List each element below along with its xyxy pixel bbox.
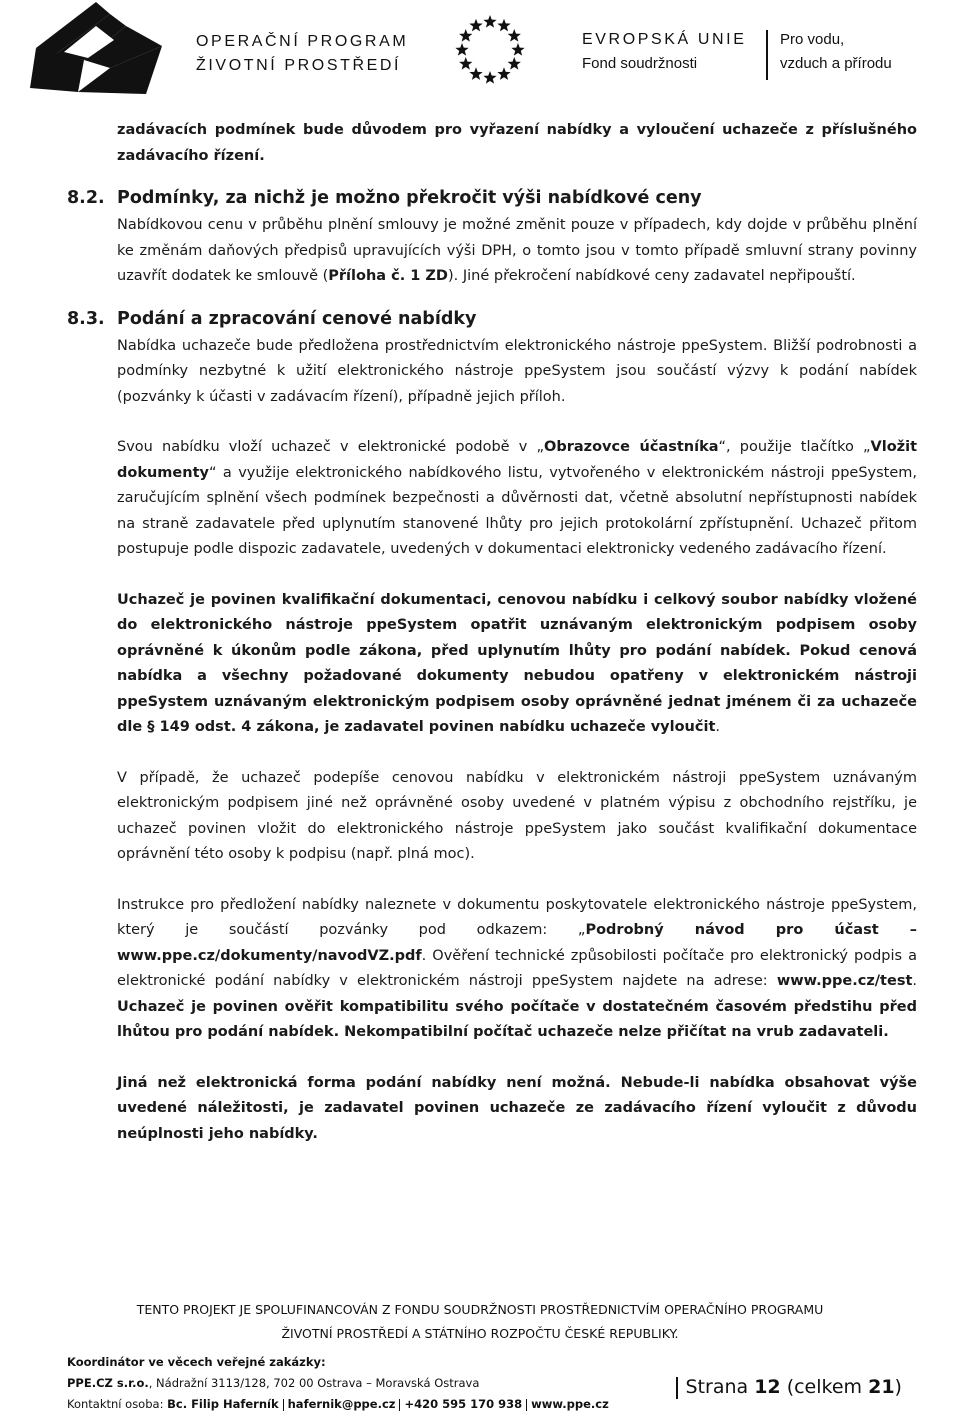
eu-star bbox=[508, 29, 521, 42]
section-title: Podání a zpracování cenové nabídky bbox=[117, 308, 477, 329]
text-run: . bbox=[715, 719, 720, 735]
coordinator-block bbox=[67, 1352, 609, 1415]
section-number: 8.3. bbox=[67, 308, 105, 329]
section-title: Podmínky, za nichž je možno překročit výši nabídkové ceny bbox=[117, 188, 702, 208]
attachment-reference: Příloha č. 1 ZD bbox=[328, 268, 448, 284]
eu-fund: Fond soudržnosti bbox=[582, 55, 698, 72]
text-run: Uchazeč je povinen kvalifikační dokumentaci, cenovou nabídku i celkový soubor nabídky vložené do elektronického nástroje ppeSystem opatřit uznávaným elektronickým podpisem osoby oprávněné k úkonům podle zákona, před uplynutím lhůty pro podání nabídek. Pokud cenová nabídka a všechny požadované dokumenty nebudou opatřeny v elektronickém nástroji ppeSystem uznávaným elektronickým podpisem osoby oprávněné jednat jménem či za uchazeče dle § 149 odst. 4 zákona, je zadavatel povinen nabídku uchazeče vyloučit bbox=[117, 591, 917, 735]
participant-screen-label: Obrazovce účastníka bbox=[544, 439, 719, 455]
funding-line1: TENTO PROJEKT JE SPOLUFINANCOVÁN Z FONDU SOUDRŽNOSTI PROSTŘEDNICTVÍM OPERAČNÍHO PROGRAMU bbox=[136, 1302, 824, 1317]
text-run: “, použije tlačítko „ bbox=[718, 439, 871, 455]
instructions-paragraph bbox=[117, 893, 917, 1046]
text-run: Nabídkovou cenu v průběhu plnění smlouvy je možné změnit pouze v případech, kdy dojde v průběhu plnění ke změnám daňových předpisů upravujících výši DPH, o tomto jsou v tomto případě smluvní strany povinny uzavřít dodatek ke smlouvě ( bbox=[117, 217, 917, 284]
section-number: 8.2. bbox=[67, 188, 105, 208]
page-total-suffix: ) bbox=[894, 1376, 902, 1398]
contact-line bbox=[67, 1394, 609, 1415]
page-total: 21 bbox=[868, 1376, 895, 1398]
eu-star bbox=[483, 71, 496, 84]
contact-label: Kontaktní osoba: bbox=[67, 1397, 168, 1411]
coordinator-label: Koordinátor ve věcech veřejné zakázky: bbox=[67, 1355, 326, 1369]
compatibility-note: Uchazeč je povinen ověřit kompatibilitu svého počítače v dostatečném časovém předstihu před lhůtou pro podání nabídek. Nekompatibilní počítač uchazeče nelze přičítat na vrub zadavateli. bbox=[117, 998, 917, 1040]
signature-requirement-paragraph bbox=[117, 588, 917, 741]
submission-paragraph bbox=[117, 435, 917, 563]
text-run: ). Jiné překročení nabídkové ceny zadavatel nepřipouští. bbox=[447, 268, 856, 284]
opzp-title bbox=[196, 30, 408, 78]
eu-star bbox=[469, 67, 482, 80]
text-run: Instrukce pro předložení nabídky naleznete v dokumentu poskytovatele elektronického nástroje ppeSystem, který je součástí pozvánky pod odkazem: „ bbox=[117, 896, 917, 938]
section-8-3-paragraph-1: Nabídka uchazeče bude předložena prostřednictvím elektronického nástroje ppeSystem. Bližší podrobnosti a podmínky nezbytné k užití elektronického nástroje ppeSystem jsou součástí výzvy k podání nabídek (pozvánky k účasti v zadávacím řízení), případně jejich příloh. bbox=[117, 337, 917, 405]
company-address: , Nádražní 3113/128, 702 00 Ostrava – Moravská Ostrava bbox=[148, 1376, 480, 1390]
opzp-line1: OPERAČNÍ PROGRAM bbox=[196, 33, 409, 50]
eu-star bbox=[459, 29, 472, 42]
eu-star bbox=[508, 57, 521, 70]
eu-star bbox=[511, 43, 524, 56]
section-8-3-heading bbox=[67, 304, 917, 334]
slogan bbox=[780, 28, 892, 76]
opzp-line2: ŽIVOTNÍ PROSTŘEDÍ bbox=[196, 57, 402, 74]
page-label: Strana bbox=[685, 1376, 755, 1398]
project-funding-note bbox=[0, 1298, 960, 1346]
guide-link[interactable]: Podrobný návod pro účast – www.ppe.cz/dokumenty/navodVZ.pdf bbox=[117, 922, 917, 964]
text-run: “ a využije elektronického nabídkového listu, vytvořeného v elektronickém nástroji ppeSystem, zaručujícím splnění všech podmínek bezpečnosti a důvěrnosti dat, včetně absolutní nepřístupnosti nabídek na straně zadavatele před uplynutím stanovené lhůty pro jejich protokolární zpřístupnění. Uchazeč přitom postupuje podle dispozic zadavatele, uvedených v dokumentaci elektronicky vedeného zadávacího řízení. bbox=[117, 464, 917, 557]
contact-phone: +420 595 170 938 bbox=[404, 1397, 523, 1411]
contact-name: Bc. Filip Haferník bbox=[167, 1397, 279, 1411]
test-link[interactable]: www.ppe.cz/test bbox=[776, 973, 913, 989]
intro-paragraph: zadávacích podmínek bude důvodem pro vyřazení nabídky a vyloučení uchazeče z příslušného zadávacího řízení. bbox=[117, 122, 917, 164]
page-counter bbox=[668, 1376, 902, 1399]
section-8-2-paragraph bbox=[117, 213, 917, 290]
unauthorized-signature-paragraph: V případě, že uchazeč podepíše cenovou nabídku v elektronickém nástroji ppeSystem uznávaným elektronickým podpisem jiné než oprávněné osoby uvedené v platném výpisu z obchodního rejstříku, je uchazeč povinen vložit do elektronického nástroje ppeSystem jako součást kvalifikační dokumentace oprávnění této osoby k podpisu (např. plná moc). bbox=[117, 769, 917, 862]
text-run: Svou nabídku vloží uchazeč v elektronické podobě v „ bbox=[117, 439, 544, 455]
page-total-prefix: (celkem bbox=[780, 1376, 869, 1398]
funding-line2: ŽIVOTNÍ PROSTŘEDÍ A STÁTNÍHO ROZPOČTU ČESKÉ REPUBLIKY. bbox=[281, 1326, 679, 1341]
upload-button-label: Vložit dokumenty bbox=[117, 439, 917, 481]
text-run: . bbox=[912, 973, 917, 989]
slogan-line2: vzduch a přírodu bbox=[780, 55, 892, 72]
electronic-only-paragraph: Jiná než elektronická forma podání nabídky není možná. Nebude-li nabídka obsahovat výše uvedené náležitosti, je zadavatel povinen uchazeče ze zadávacího řízení vyloučit z důvodu neúplnosti jeho nabídky. bbox=[117, 1074, 917, 1142]
eu-star bbox=[469, 19, 482, 32]
eu-title: EVROPSKÁ UNIE bbox=[582, 31, 747, 48]
header-divider bbox=[766, 30, 768, 80]
company-name: PPE.CZ s.r.o. bbox=[67, 1376, 149, 1390]
slogan-line1: Pro vodu, bbox=[780, 31, 845, 48]
eu-star bbox=[483, 15, 496, 28]
page-number: 12 bbox=[754, 1376, 781, 1398]
eu-star bbox=[459, 57, 472, 70]
eu-star bbox=[455, 43, 468, 56]
page-header bbox=[0, 0, 960, 100]
eu-title-block bbox=[582, 28, 747, 76]
section-8-2-heading bbox=[67, 183, 917, 213]
eu-star bbox=[497, 67, 510, 80]
text-run: . Ověření technické způsobilosti počítače pro elektronický podpis a elektronické podání nabídky v elektronickém nástroji ppeSystem najdete na adrese: bbox=[117, 947, 917, 989]
contact-email-link[interactable]: hafernik@ppe.cz bbox=[287, 1397, 396, 1411]
eu-stars-icon bbox=[452, 14, 528, 86]
contact-web-link[interactable]: www.ppe.cz bbox=[531, 1397, 609, 1411]
eu-star bbox=[497, 19, 510, 32]
opzp-logo-icon bbox=[30, 2, 162, 94]
document-body bbox=[67, 118, 917, 1147]
coordinator-address bbox=[67, 1373, 609, 1394]
